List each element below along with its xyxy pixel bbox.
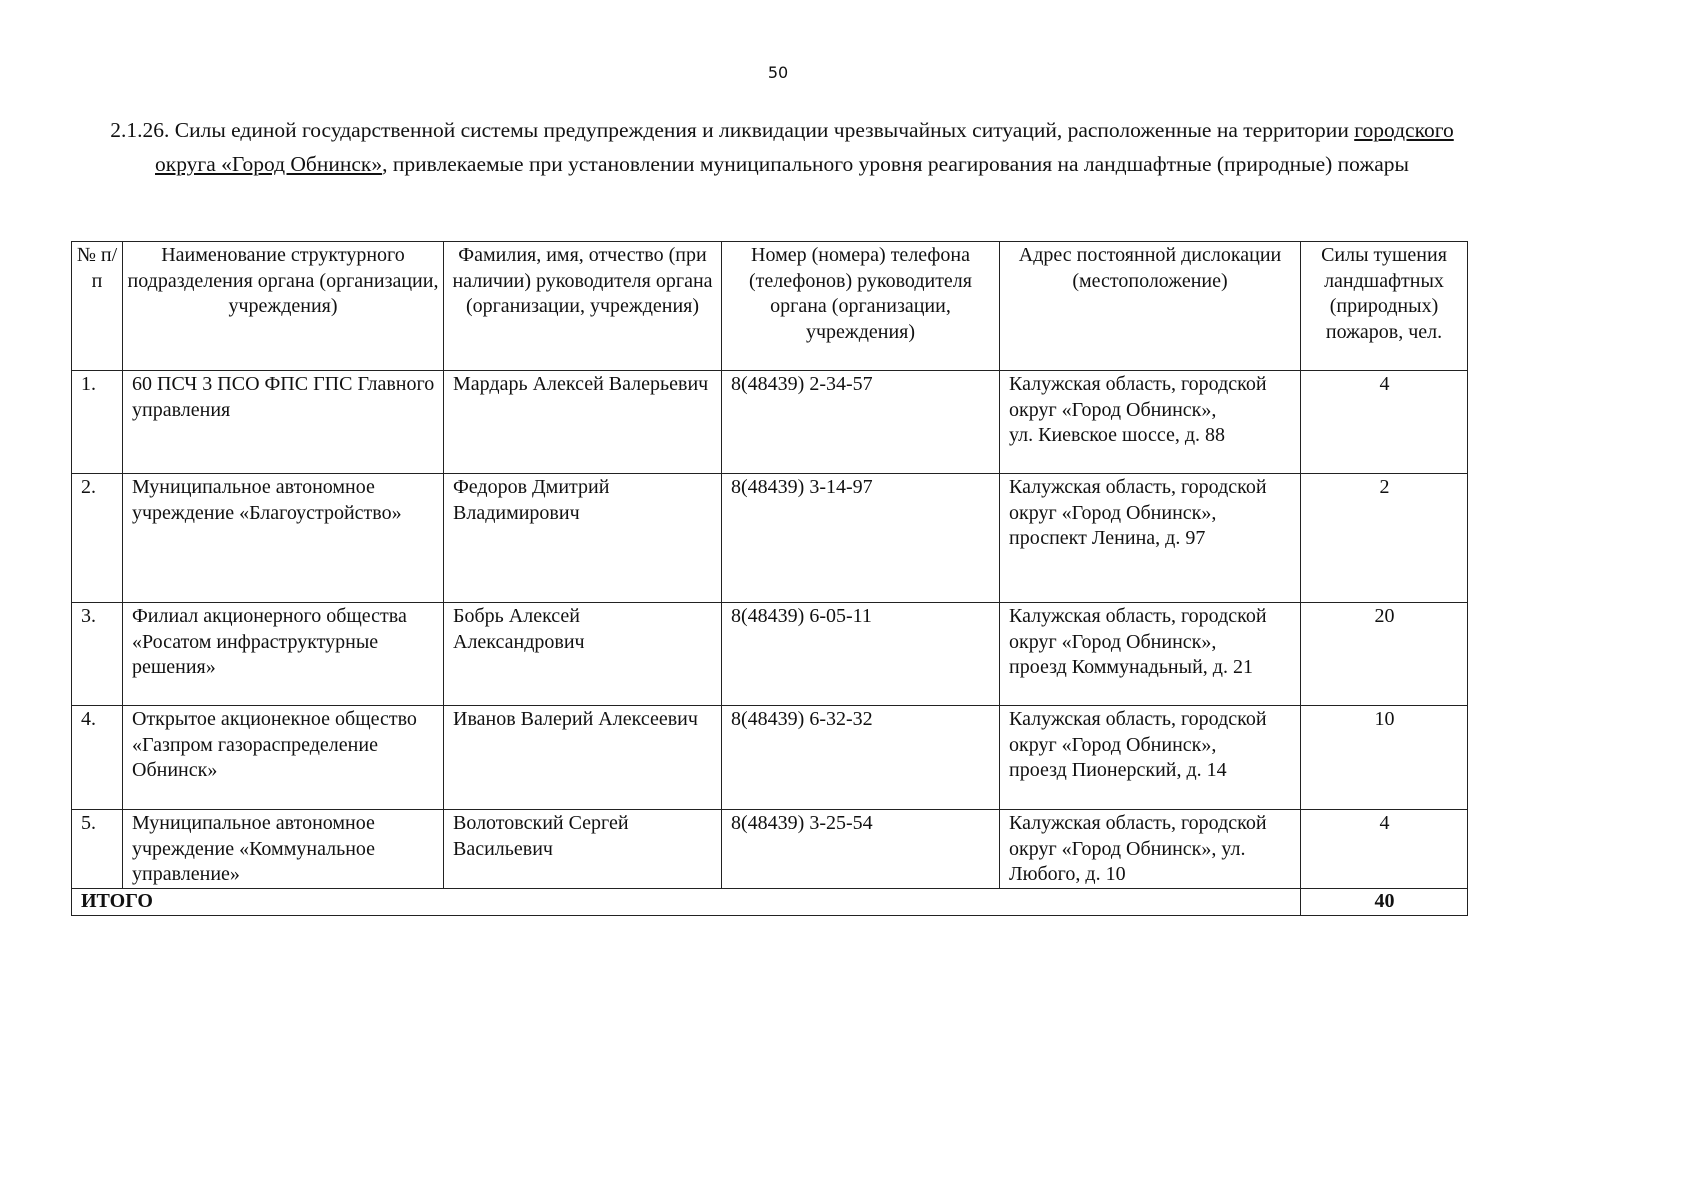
row-phone: 8(48439) 6-32-32 xyxy=(722,706,1000,810)
row-phone: 8(48439) 2-34-57 xyxy=(722,371,1000,474)
row-number: 3. xyxy=(72,603,123,706)
row-address xyxy=(1000,810,1301,889)
row-phone: 8(48439) 6-05-11 xyxy=(722,603,1000,706)
header-number: № п/п xyxy=(72,242,123,371)
row-organization: 60 ПСЧ 3 ПСО ФПС ГПС Главного управления xyxy=(123,371,444,474)
row-address xyxy=(1000,371,1301,474)
address-line: Калужская область, городской округ «Город Обнинск», ул. Любого, д. 10 xyxy=(1009,812,1267,886)
row-head-name: Федоров Дмитрий Владимирович xyxy=(444,474,722,603)
row-address xyxy=(1000,474,1301,603)
title-underlined-municipality: городского округа «Город Обнинск» xyxy=(155,118,1454,176)
table-row xyxy=(72,706,1468,810)
page-number: 50 xyxy=(767,63,789,82)
row-head-name: Мардарь Алексей Валерьевич xyxy=(444,371,722,474)
row-address xyxy=(1000,706,1301,810)
row-forces-count: 2 xyxy=(1301,474,1468,603)
row-organization: Открытое акционекное общество «Газпром газораспределение Обнинск» xyxy=(123,706,444,810)
table-row xyxy=(72,603,1468,706)
table-row xyxy=(72,474,1468,603)
address-line: Калужская область, городской округ «Город Обнинск», xyxy=(1009,605,1267,653)
emergency-forces-table xyxy=(71,241,1468,916)
header-address: Адрес постоянной дислокации (местоположение) xyxy=(1000,242,1301,371)
row-head-name: Иванов Валерий Алексеевич xyxy=(444,706,722,810)
address-line: Калужская область, городской округ «Город Обнинск», xyxy=(1009,476,1267,524)
header-organization: Наименование структурного подразделения органа (организации, учреждения) xyxy=(123,242,444,371)
table-header-row xyxy=(72,242,1468,371)
row-address xyxy=(1000,603,1301,706)
row-number: 1. xyxy=(72,371,123,474)
row-phone: 8(48439) 3-25-54 xyxy=(722,810,1000,889)
title-part-1: 2.1.26. Силы единой государственной системы предупреждения и ликвидации чрезвычайных ситуаций, расположенные на территории xyxy=(110,118,1355,142)
address-line: проспект Ленина, д. 97 xyxy=(1009,527,1206,550)
address-line: Калужская область, городской округ «Город Обнинск», xyxy=(1009,373,1267,421)
row-forces-count: 20 xyxy=(1301,603,1468,706)
header-forces-count: Силы тушения ландшафтных (природных) пожаров, чел. xyxy=(1301,242,1468,371)
row-organization: Филиал акционерного общества «Росатом инфраструктурные решения» xyxy=(123,603,444,706)
total-label: ИТОГО xyxy=(72,889,1301,916)
document-title xyxy=(80,113,1484,181)
address-line: ул. Киевское шоссе, д. 88 xyxy=(1009,424,1225,447)
address-line: Калужская область, городской округ «Город Обнинск», xyxy=(1009,708,1267,756)
header-head-name: Фамилия, имя, отчество (при наличии) руководителя органа (организации, учреждения) xyxy=(444,242,722,371)
row-phone: 8(48439) 3-14-97 xyxy=(722,474,1000,603)
row-number: 2. xyxy=(72,474,123,603)
row-number: 5. xyxy=(72,810,123,889)
table-row xyxy=(72,810,1468,889)
row-head-name: Бобрь Алексей Александрович xyxy=(444,603,722,706)
total-value: 40 xyxy=(1301,889,1468,916)
row-organization: Муниципальное автономное учреждение «Благоустройство» xyxy=(123,474,444,603)
table-total-row xyxy=(72,889,1468,916)
header-phone: Номер (номера) телефона (телефонов) руководителя органа (организации, учреждения) xyxy=(722,242,1000,371)
row-head-name: Волотовский Сергей Васильевич xyxy=(444,810,722,889)
row-forces-count: 4 xyxy=(1301,810,1468,889)
row-organization: Муниципальное автономное учреждение «Коммунальное управление» xyxy=(123,810,444,889)
row-forces-count: 10 xyxy=(1301,706,1468,810)
row-forces-count: 4 xyxy=(1301,371,1468,474)
row-number: 4. xyxy=(72,706,123,810)
table-row xyxy=(72,371,1468,474)
title-part-2: , привлекаемые при установлении муниципального уровня реагирования на ландшафтные (природные) пожары xyxy=(382,152,1409,176)
address-line: проезд Пионерский, д. 14 xyxy=(1009,759,1227,782)
address-line: проезд Коммунадьный, д. 21 xyxy=(1009,656,1253,679)
